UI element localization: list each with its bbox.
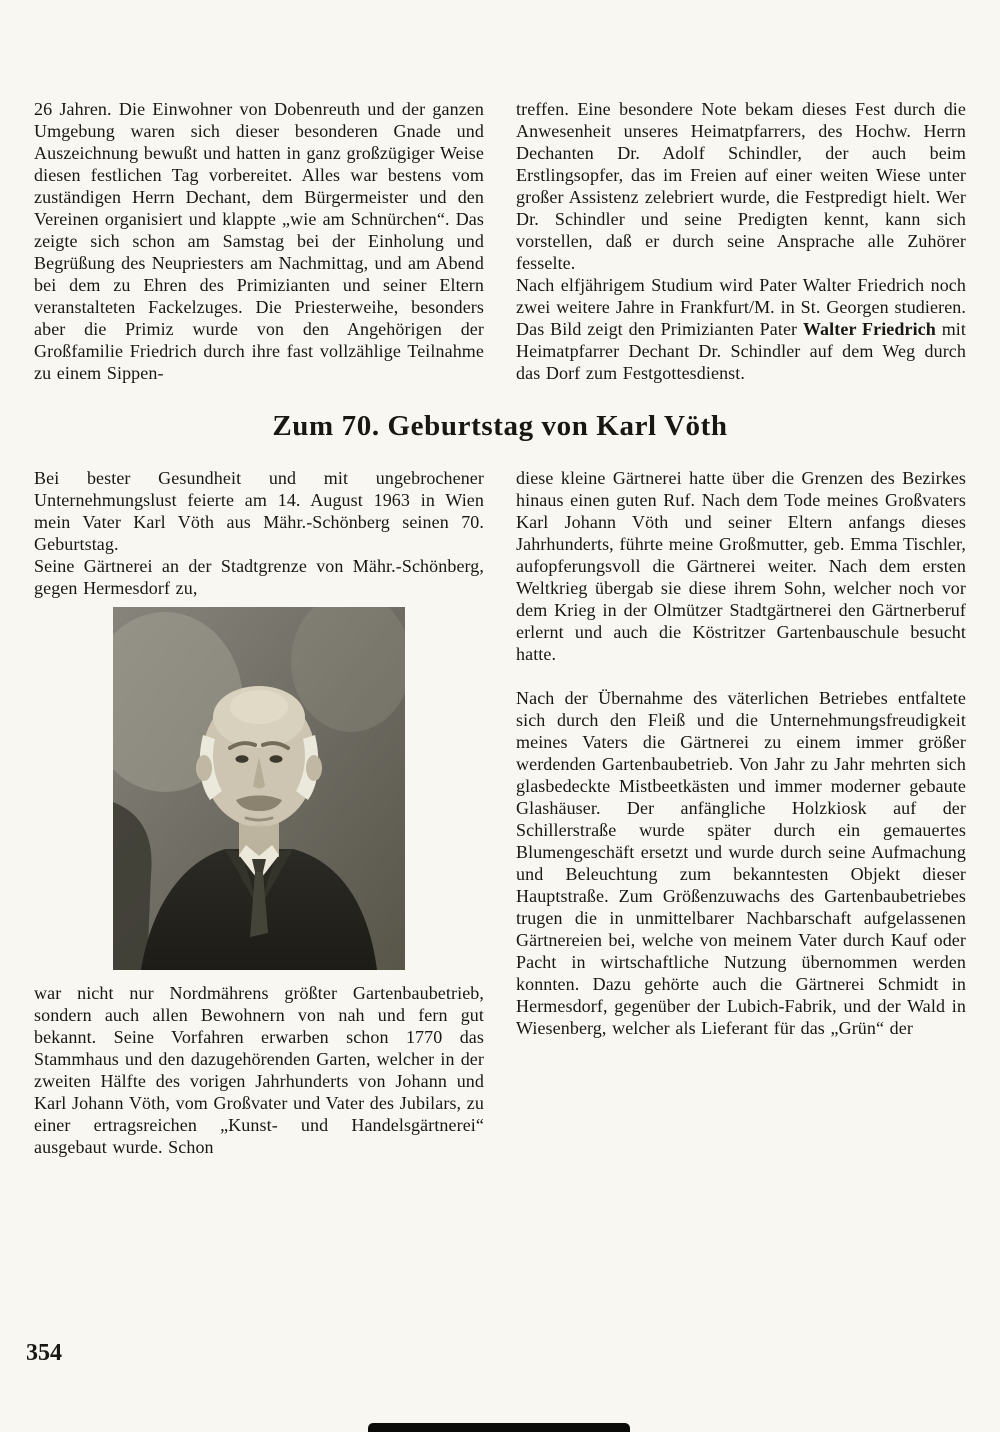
article-main-left-paragraph-1: Bei bester Gesundheit und mit ungebrochener Unternehmungslust feierte am 14. August 1963 in Wien mein Vater Karl Vöth aus Mähr.-Schönberg seinen 70. Geburtstag.	[34, 468, 484, 554]
page-number: 354	[26, 1340, 62, 1366]
paragraph-text-after-bold: mit Heimatpfarrer Dechant Dr. Schindler auf dem Weg durch das Dorf zum Festgottesdienst.	[516, 319, 966, 383]
article-main-left-column	[34, 467, 484, 1158]
article-main-right-column	[516, 467, 966, 1158]
article-main-right-paragraph-1: diese kleine Gärtnerei hatte über die Grenzen des Bezirkes hinaus einen guten Ruf. Nach dem Tode meines Großvaters Karl Johann Vöth und seiner Eltern anfangs dieses Jahrhunderts, führte meine Großmutter, geb. Emma Tischler, aufopferungsvoll die Gärtnerei weiter. Nach dem ersten Weltkrieg übergab sie diese ihrem Sohn, welcher noch vor dem Krieg in der Olmützer Stadtgärtnerei den Gärtnerberuf erlernt und auch die Köstritzer Gartenbauschule besucht hatte.	[516, 468, 966, 664]
article-top-right-paragraph-1: treffen. Eine besondere Note bekam dieses Fest durch die Anwesenheit unseres Heimatpfarrers, des Hochw. Herrn Dechanten Dr. Adolf Schindler, der auch beim Erstlingsopfer, das im Freien auf einer weiten Wiese unter großer Assistenz zelebriert wurde, die Festpredigt hielt. Wer Dr. Schindler und seine Predigten kennt, kann sich vorstellen, daß er durch seine Ansprache alle Zuhörer fesselte.	[516, 99, 966, 273]
scan-artifact-bar	[368, 1423, 630, 1432]
article-geburtstag	[34, 467, 966, 1158]
article-main-right-paragraph-2: Nach der Übernahme des väterlichen Betriebes entfaltete sich durch den Fleiß und die Unternehmungsfreudigkeit meines Vaters die Gärtnerei zu einem immer größer werdenden Gartenbaubetrieb. Von Jahr zu Jahr mehrten sich glasbedeckte Mistbeetkästen und immer moderner gebaute Glashäuser. Der anfängliche Holzkiosk auf der Schillerstraße wurde später durch ein gemauertes Blumengeschäft ersetzt und wurde durch seine Aufmachung und Beleuchtung zum bekanntesten Objekt dieser Hauptstraße. Zum Größenzuwachs des Gartenbaubetriebes trugen die in unmittelbarer Nachbarschaft aufgelassenen Gärtnereien bei, welche von meinem Vater durch Kauf oder Pacht in wirtschaftliche Nutzung übernommen werden konnten. Dazu gehörte auch die Gärtnerei Schmidt in Hermesdorf, gegenüber der Lubich-Fabrik, und der Wald in Wiesenberg, welcher als Lieferant für das „Grün“ der	[516, 688, 966, 1038]
article-main-left-paragraph-2: Seine Gärtnerei an der Stadtgrenze von Mähr.-Schönberg, gegen Hermesdorf zu,	[34, 556, 484, 598]
article-top-right-paragraph-2	[516, 274, 966, 384]
portrait-photo	[113, 607, 405, 970]
article-top-left-text: 26 Jahren. Die Einwohner von Dobenreuth und der ganzen Umgebung waren sich dieser besonderen Gnade und Auszeichnung bewußt und hatten in ganz großzügiger Weise diesen festlichen Tag vorbereitet. Alles war bestens vom zuständigen Herrn Dechant, dem Bürgermeister und den Vereinen organisiert und klappte „wie am Schnürchen“. Das zeigte sich schon am Samstag bei der Einholung und Begrüßung des Neupriesters am Nachmittag, und am Abend bei dem zu Ehren des Primizianten und seiner Eltern veranstalteten Fackelzuges. Die Priesterweihe, besonders aber die Primiz wurde von den Angehörigen der Großfamilie Friedrich durch ihre fast vollzählige Teilnahme zu einem Sippen-	[34, 99, 484, 383]
article-headline: Zum 70. Geburtstag von Karl Vöth	[272, 410, 728, 442]
article-primiz-continuation	[34, 98, 966, 384]
paragraph-text-before-bold: Nach elfjährigem Studium wird Pater Walter Friedrich noch zwei weitere Jahre in Frankfurt/M. in St. Georgen studieren. Das Bild zeigt den Primizianten Pater	[516, 275, 966, 339]
bold-name-walter-friedrich: Walter Friedrich	[802, 319, 936, 339]
portrait-illustration	[113, 607, 405, 970]
article-main-left-paragraph-3: war nicht nur Nordmährens größter Gartenbaubetrieb, sondern auch allen Bewohnern von nah und fern gut bekannt. Seine Vorfahren erwarben schon 1770 das Stammhaus und den dazugehörenden Garten, welcher in der zweiten Hälfte des vorigen Jahrhunderts von Johann und Karl Johann Vöth, vom Großvater und Vater des Jubilars, zu einer ertragsreichen „Kunst- und Handelsgärtnerei“ ausgebaut wurde. Schon	[34, 983, 484, 1157]
article-top-right-column	[516, 98, 966, 384]
article-top-left-column	[34, 98, 484, 384]
